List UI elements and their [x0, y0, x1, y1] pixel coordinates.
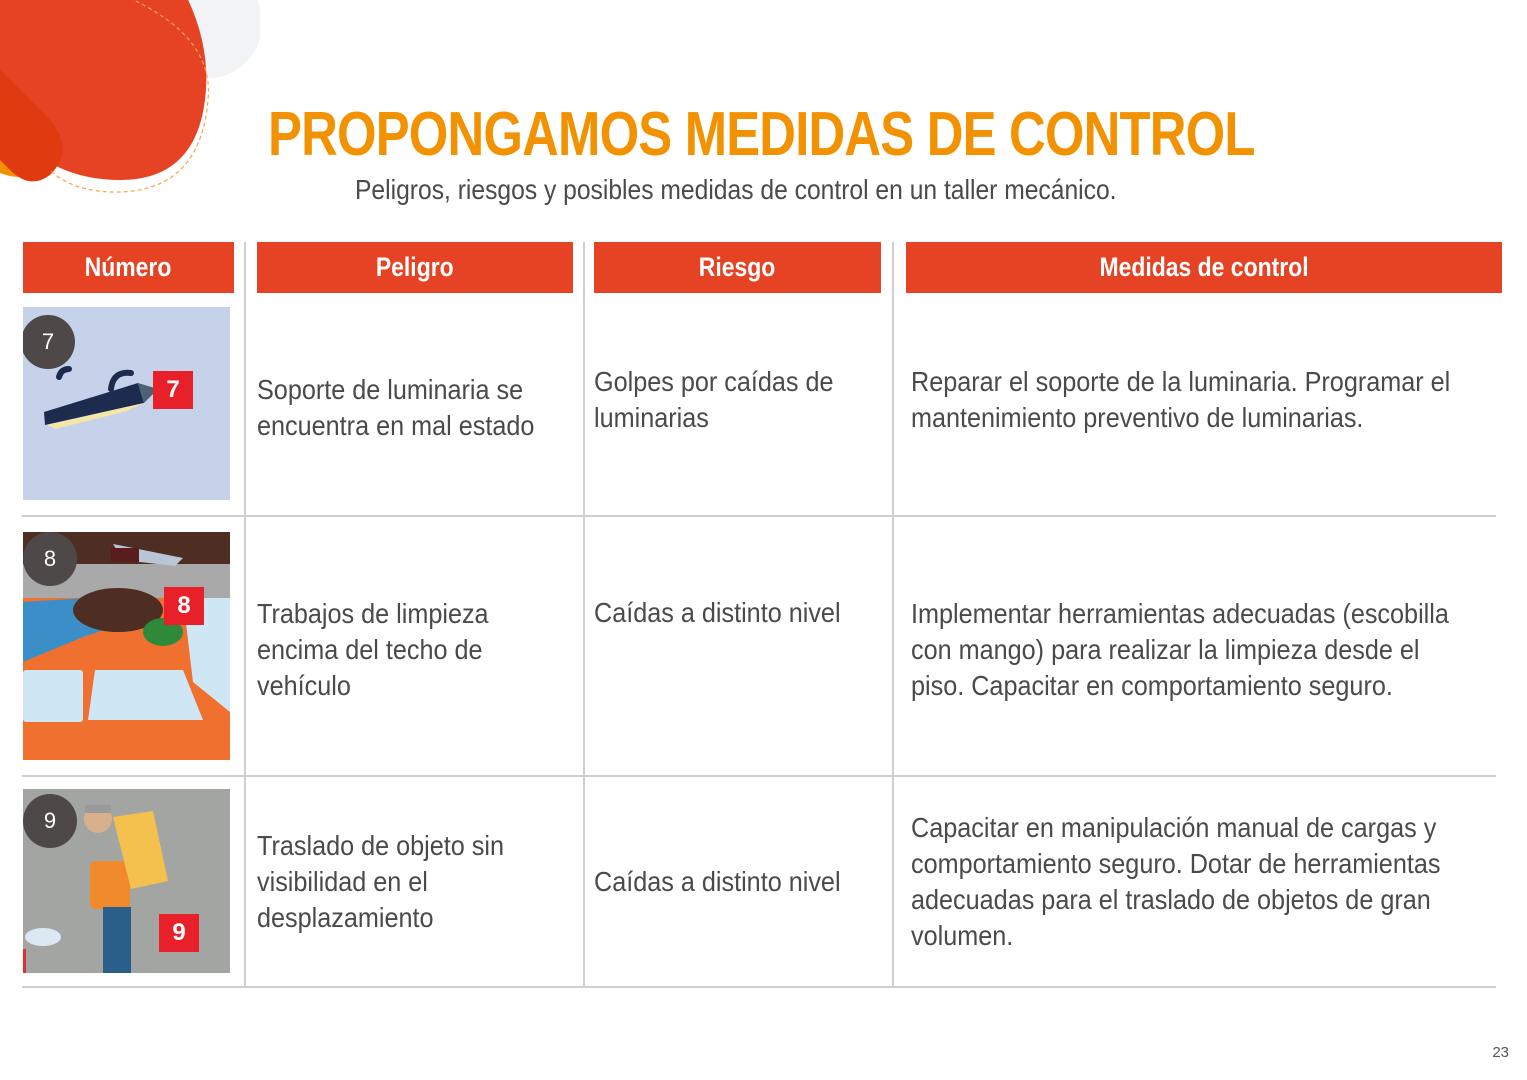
row-divider — [22, 986, 1496, 988]
page-number: 23 — [1492, 1044, 1509, 1061]
control-text: Capacitar en manipulación manual de cargas y comportamiento seguro. Dotar de herramientas adecuadas para el traslado de objetos de gran volumen. — [911, 812, 1441, 951]
row-9-control — [911, 790, 1511, 974]
row-7-control — [911, 300, 1511, 500]
corner-decoration — [0, 0, 260, 220]
number-circle: 9 — [23, 794, 77, 848]
page-subtitle: Peligros, riesgos y posibles medidas de control en un taller mecánico. — [355, 174, 1117, 205]
risk-text: Golpes por caídas de luminarias — [594, 366, 834, 433]
column-header-medidas — [906, 242, 1502, 293]
column-header-numero — [23, 242, 234, 293]
control-text: Implementar herramientas adecuadas (escobilla con mango) para realizar la limpieza desde el piso. Capacitar en comportamiento seguro. — [911, 598, 1449, 701]
row-8-hazard — [257, 530, 577, 770]
column-divider — [892, 242, 894, 988]
header-label: Número — [85, 252, 172, 282]
header-label: Medidas de control — [1099, 252, 1309, 282]
column-header-riesgo — [594, 242, 881, 293]
row-8-risk — [594, 530, 884, 696]
number-circle: 8 — [23, 532, 77, 586]
hazard-text: Soporte de luminaria se encuentra en mal estado — [257, 373, 535, 441]
number-badge: 8 — [164, 587, 204, 625]
page-title: PROPONGAMOS MEDIDAS DE CONTROL — [268, 99, 1255, 169]
risk-text: Caídas a distinto nivel — [594, 597, 841, 628]
header-label: Riesgo — [699, 252, 776, 282]
row-7-illustration — [23, 307, 230, 500]
row-7-risk — [594, 300, 884, 500]
risk-text: Caídas a distinto nivel — [594, 866, 841, 897]
hazard-text: Trabajos de limpieza encima del techo de vehículo — [257, 598, 489, 701]
number-badge: 9 — [159, 914, 199, 952]
hazard-text: Traslado de objeto sin visibilidad en el desplazamiento — [257, 830, 505, 933]
column-header-peligro — [257, 242, 573, 293]
row-9-risk — [594, 790, 884, 974]
header-label: Peligro — [376, 252, 454, 282]
row-8-control — [911, 530, 1511, 770]
row-8-illustration — [23, 532, 230, 760]
row-divider — [22, 775, 1496, 777]
row-7-hazard — [257, 300, 577, 515]
number-badge: 7 — [153, 371, 193, 409]
column-divider — [583, 242, 585, 988]
number-circle: 7 — [23, 315, 75, 369]
row-9-illustration — [23, 789, 230, 973]
column-divider — [244, 242, 246, 988]
control-text: Reparar el soporte de la luminaria. Programar el mantenimiento preventivo de luminarias. — [911, 366, 1451, 433]
row-9-hazard — [257, 790, 577, 974]
row-divider — [22, 515, 1496, 517]
